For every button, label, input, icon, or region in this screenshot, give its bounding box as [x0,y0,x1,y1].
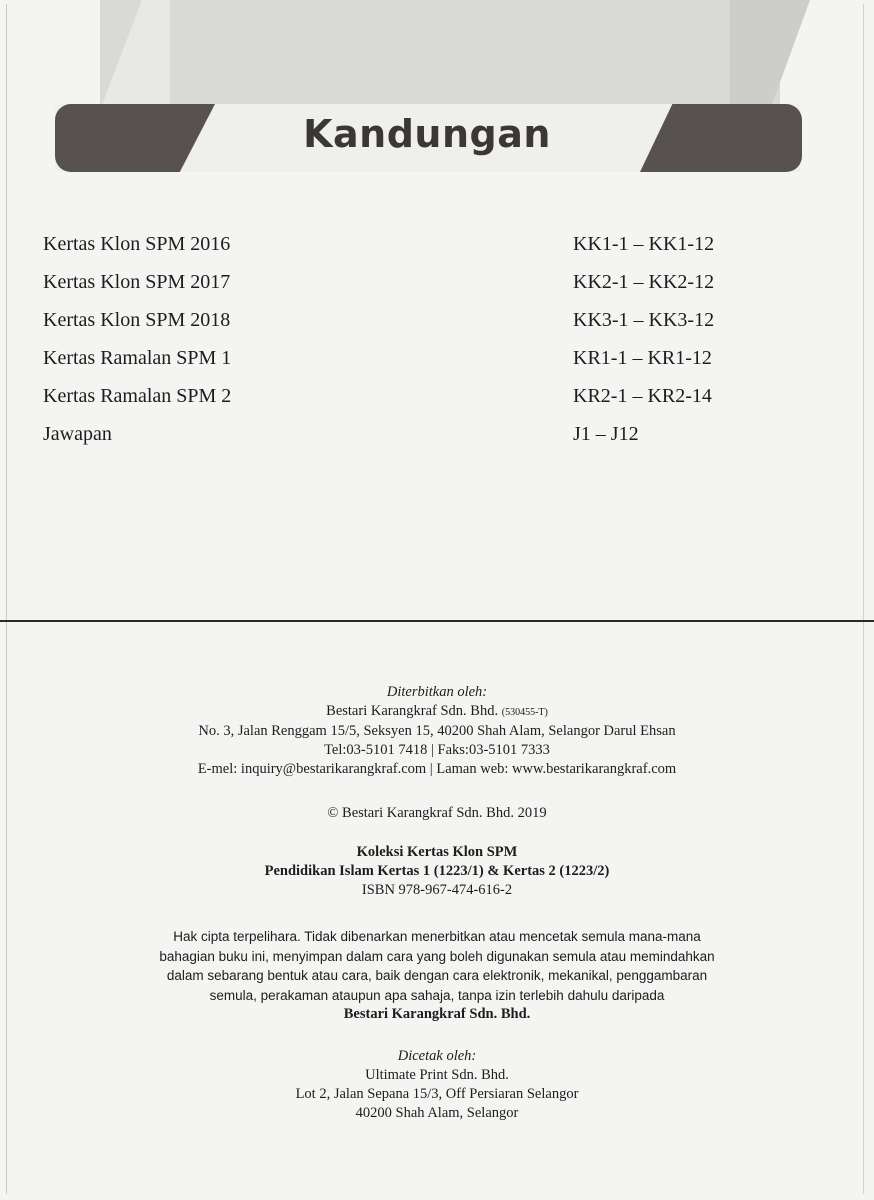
toc-pages: KR2-1 – KR2-14 [573,385,712,407]
toc-label: Kertas Ramalan SPM 2 [43,385,232,407]
publisher-name-line [0,702,874,722]
publisher-heading: Diterbitkan oleh: [386,684,488,700]
rights-block [0,927,874,1025]
toc-label: Jawapan [43,423,112,445]
toc-row [43,232,763,270]
toc-row [43,384,763,422]
book-series: Koleksi Kertas Klon SPM [356,844,518,860]
toc-pages: KK1-1 – KK1-12 [573,233,715,255]
publisher-name: Bestari Karangkraf Sdn. Bhd. [326,703,499,719]
printer-address-line1: Lot 2, Jalan Sepana 15/3, Off Persiaran Selangor [295,1086,579,1102]
toc-pages: KK2-1 – KK2-12 [573,271,715,293]
toc-row [43,346,763,384]
toc-label: Kertas Klon SPM 2017 [43,271,231,293]
rights-line: dalam sebarang bentuk atau cara, baik dengan cara elektronik, mekanikal, penggambaran [166,968,708,983]
rights-line: Hak cipta terpelihara. Tidak dibenarkan menerbitkan atau mencetak semula mana-mana [173,929,701,944]
toc-pages: J1 – J12 [573,423,639,445]
divider-line [0,620,874,622]
book-info-block [0,843,874,900]
printer-heading: Dicetak oleh: [397,1048,477,1064]
toc-label: Kertas Klon SPM 2016 [43,233,231,255]
toc-label: Kertas Ramalan SPM 1 [43,347,232,369]
page-title: Kandungan [303,112,551,156]
toc-pages: KK3-1 – KK3-12 [573,309,715,331]
rights-line: semula, perakaman ataupun apa sahaja, tanpa izin terlebih dahulu daripada [209,987,665,1003]
printer-address-line2: 40200 Shah Alam, Selangor [355,1105,519,1121]
toc-row [43,308,763,346]
book-subject: Pendidikan Islam Kertas 1 (1223/1) & Kertas 2 (1223/2) [264,863,610,879]
rights-holder: Bestari Karangkraf Sdn. Bhd. [343,1006,531,1022]
publisher-phone: Tel:03-5101 7418 | Faks:03-5101 7333 [324,742,550,758]
toc-row [43,422,763,460]
book-isbn: ISBN 978-967-474-616-2 [361,882,513,898]
toc-label: Kertas Klon SPM 2018 [43,309,231,331]
publisher-address: No. 3, Jalan Renggam 15/5, Seksyen 15, 40200 Shah Alam, Selangor Darul Ehsan [198,723,676,739]
publisher-block [0,683,874,779]
rights-line: bahagian buku ini, menyimpan dalam cara yang boleh digunakan semula atau memindahkan [159,948,715,964]
publisher-web: E-mel: inquiry@bestarikarangkraf.com | Laman web: www.bestarikarangkraf.com [197,761,677,777]
table-of-contents [43,232,763,460]
copyright: © Bestari Karangkraf Sdn. Bhd. 2019 [327,805,547,821]
printer-block [0,1047,874,1123]
toc-pages: KR1-1 – KR1-12 [573,347,712,369]
toc-row [43,270,763,308]
publisher-reg-no: (530455-T) [501,707,548,718]
printer-name: Ultimate Print Sdn. Bhd. [365,1067,509,1083]
